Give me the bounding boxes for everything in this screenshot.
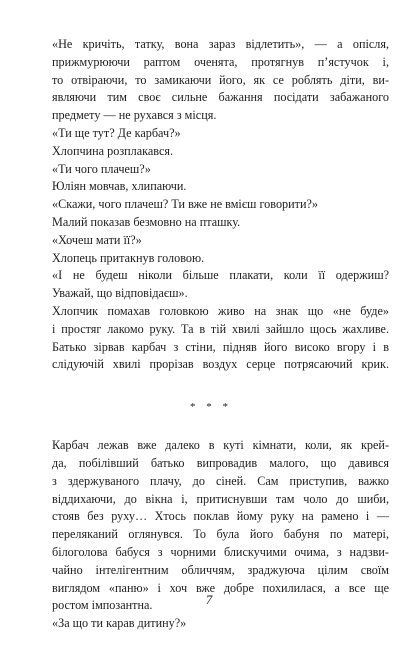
page-number: 7 — [205, 592, 213, 607]
text-line: ростом імпозантна. — [52, 598, 153, 613]
text-line: стояв без руху… Хтось поклав йому руку на рамено і — — [52, 509, 389, 524]
text-line: «Скажи, чого плачеш? Ти вже не вмієш говорити?» — [52, 197, 319, 212]
dialog-lines — [33, 125, 389, 267]
text-line: білоголова бабуся з чорними блискучими очима, з надзви- — [52, 544, 389, 559]
page-body — [33, 36, 389, 633]
text-line: «Ти чого плачеш?» — [52, 161, 151, 176]
text-line: слідуючій хвилі прорізав воздух серце потрясаючий крик. — [52, 357, 389, 372]
text-line: являючи тим своє сильне бажання посідати забажаного — [52, 90, 389, 105]
text-line: Юліян мовчав, хлипаючи. — [52, 179, 187, 194]
text-line: «Ти ще тут? Де карбач?» — [52, 125, 181, 140]
text-line: віддихаючи, до вікна і, притиснувши там чоло до шиби, — [52, 491, 389, 506]
text-line: «За що ти карав дитину?» — [52, 616, 187, 631]
paragraph-grandmother — [33, 437, 389, 615]
text-line: і простяг лакомо руку. Та в тій хвилі зайшло щось жахливе. — [52, 321, 389, 336]
text-line: да, побілівший батько випровадив малого, що давився — [52, 455, 389, 470]
text-line: «І не будеш ніколи більше плакати, коли її одержиш? — [52, 268, 389, 283]
text-line: Уважай, що відповідаєш». — [52, 286, 188, 301]
text-line: Малий показав безмовно на пташку. — [52, 214, 241, 229]
text-line: виглядом «паню» і хоч вже добре похилилася, а все ще — [52, 580, 389, 595]
section-separator: * * * — [190, 401, 232, 414]
text-line: Хлопець притакнув головою. — [52, 250, 205, 265]
text-line: то отвіраючи, то замикаючи його, як се роблять діти, ви- — [52, 72, 389, 87]
paragraph-opening — [33, 36, 389, 125]
text-line: «Не кричіть, татку, вона зараз відлетить», — а опісля, — [52, 37, 389, 51]
text-line: прижмурюючи раптом оченята, протягнув п’ястучок і, — [52, 54, 389, 69]
paragraph-question — [33, 267, 389, 303]
text-line: переляканий оглянувся. То була його бабуня по матері, — [52, 527, 389, 542]
text-line: Батько зірвав карбач з стіни, підняв його високо вгору і в — [52, 339, 389, 354]
text-line: предмету — не рухався з місця. — [52, 108, 217, 123]
text-line: Хлопчик помахав головкою живо на знак що «не буде» — [52, 303, 389, 318]
text-line: «Хочеш мати її?» — [52, 232, 142, 247]
paragraph-final-question — [33, 615, 389, 633]
text-line: Хлопчина розплакався. — [52, 143, 174, 158]
text-line: Карбач лежав вже далеко в куті кімнати, коли, як крей- — [52, 438, 389, 453]
paragraph-whip — [33, 303, 389, 374]
text-line: чайно інтелігентним обличчям, зраджуюча цілим своїм — [52, 562, 389, 577]
text-line: з здержуваного плачу, до сіней. Сам приступив, важко — [52, 473, 389, 488]
